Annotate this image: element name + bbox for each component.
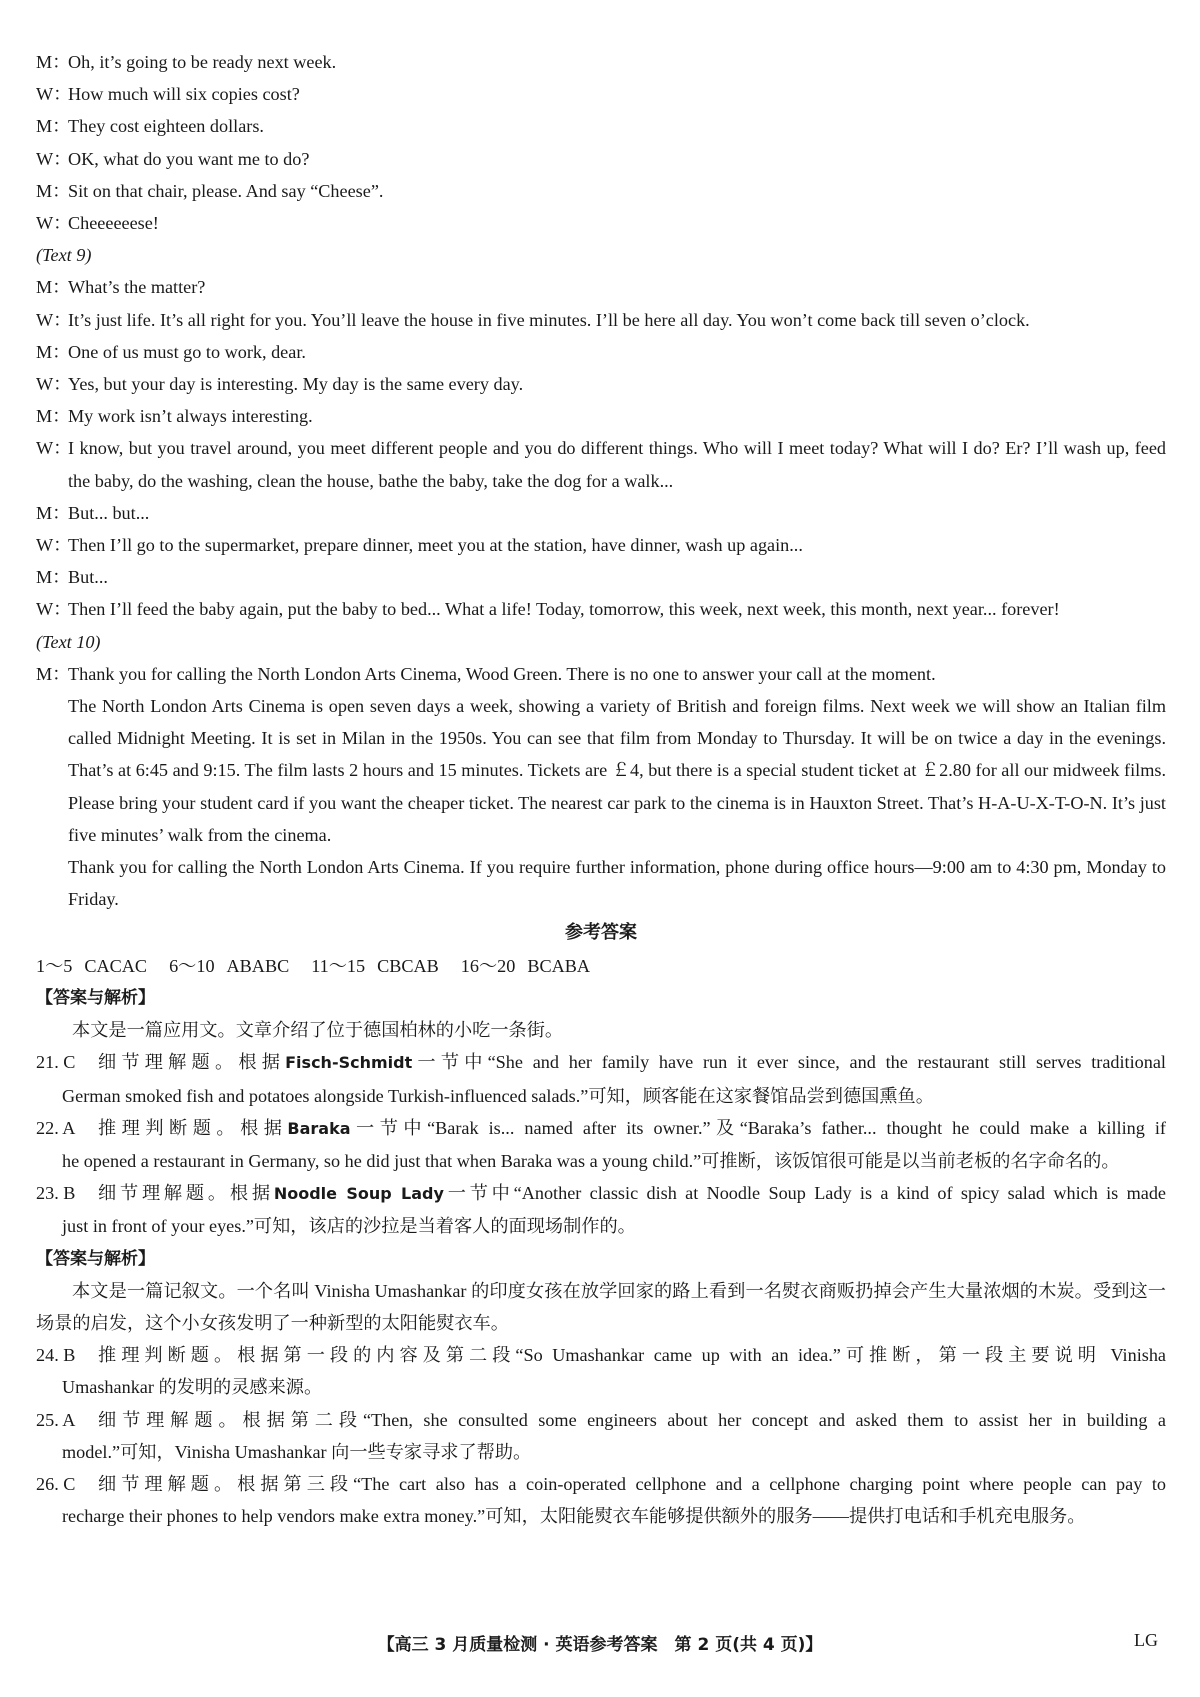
dialogue-text: But... bbox=[68, 567, 108, 588]
text10-para2: The North London Arts Cinema is open seven days a week, showing a variety of British and foreign films. Next week we will show an Italian film called Midnight Meeting. It is set in Milan in the 1950s. You can see that film from Monday to Thursday. It will be on twice a day in the evenings. That’s at 6:45 and 9:15. The film lasts 2 hours and 15 minutes. Tickets are ￡4, but there is a special student ticket at ￡2.80 for all our midweek films. Please bring your student card if you want the cheaper ticket. The nearest car park to the cinema is in Hauxton Street. That’s H-A-U-X-T-O-N. It’s just five minutes’ walk from the cinema. bbox=[68, 696, 1166, 845]
item-number: 24. B bbox=[36, 1345, 76, 1366]
footer-code: LG bbox=[1134, 1630, 1158, 1650]
item-text-after: 一节中“She and her family have run it ever since, and the restaurant still serves traditional bbox=[412, 1052, 1166, 1073]
dialogue-section-b bbox=[36, 271, 1166, 625]
dialogue-line bbox=[36, 78, 1166, 110]
dialogue-line bbox=[36, 561, 1166, 593]
answer-keys: CBCAB bbox=[377, 955, 439, 976]
answer-keys: CACAC bbox=[84, 955, 148, 976]
speaker-label: M： bbox=[36, 406, 71, 427]
text9-label: (Text 9) bbox=[36, 245, 92, 266]
analysis-header-2: 【答案与解析】 bbox=[36, 1248, 155, 1269]
dialogue-text: Then I’ll go to the supermarket, prepare dinner, meet you at the station, have dinner, wash up again... bbox=[68, 535, 803, 556]
analysis-item bbox=[36, 1177, 1166, 1242]
speaker-label: W： bbox=[36, 213, 72, 234]
item-continuation: model.”可知，Vinisha Umashankar 向一些专家寻求了帮助。 bbox=[62, 1441, 532, 1462]
dialogue-text: What’s the matter? bbox=[68, 277, 206, 298]
analysis-item bbox=[36, 1046, 1166, 1111]
analysis-item-first-line bbox=[36, 1112, 1166, 1145]
item-number: 26. C bbox=[36, 1473, 76, 1494]
speaker-label: W： bbox=[36, 438, 72, 459]
items-group-2 bbox=[36, 1339, 1166, 1532]
speaker-label: M： bbox=[36, 52, 71, 72]
item-text bbox=[98, 1046, 1166, 1079]
analysis-item-first-line bbox=[36, 1046, 1166, 1079]
section-name: Fisch-Schmidt bbox=[285, 1053, 413, 1073]
page-footer bbox=[0, 1630, 1200, 1660]
speaker-label: M： bbox=[36, 663, 71, 684]
answer-range: 1～5 bbox=[36, 955, 73, 976]
analysis-header-1: 【答案与解析】 bbox=[36, 987, 155, 1008]
analysis-item bbox=[36, 1468, 1166, 1532]
analysis-item-first-line bbox=[36, 1177, 1166, 1210]
item-continuation: Umashankar 的发明的灵感来源。 bbox=[62, 1377, 323, 1398]
dialogue-text: Thank you for calling the North London Arts Cinema, Wood Green. There is no one to answer your call at the moment. bbox=[68, 663, 936, 684]
speaker-label: W： bbox=[36, 599, 72, 620]
item-text-after: 一节中“Barak is... named after its owner.”及“Baraka’s father... thought he could make a killing if bbox=[350, 1117, 1166, 1138]
analysis-item-first-line bbox=[36, 1339, 1166, 1371]
speaker-label: M： bbox=[36, 277, 71, 298]
dialogue-text: Yes, but your day is interesting. My day is the same every day. bbox=[68, 374, 524, 395]
item-text-before: 细节理解题。根据 bbox=[98, 1052, 286, 1073]
item-number: 21. C bbox=[36, 1052, 76, 1073]
dialogue-line bbox=[36, 593, 1166, 625]
item-continuation: he opened a restaurant in Germany, so he did just that when Baraka was a young child.”可推断，该饭馆很可能是以当前老板的名字命名的。 bbox=[62, 1150, 1120, 1171]
dialogue-line bbox=[36, 271, 1166, 303]
answer-keys: ABABC bbox=[226, 955, 290, 976]
item-text-after: 一节中“Another classic dish at Noodle Soup Lady is a kind of spicy salad which is made bbox=[443, 1183, 1166, 1204]
speaker-label: W： bbox=[36, 84, 72, 105]
answer-range: 16～20 bbox=[460, 955, 516, 976]
dialogue-line bbox=[36, 529, 1166, 561]
dialogue-text: Oh, it’s going to be ready next week. bbox=[68, 52, 337, 72]
dialogue-text: OK, what do you want me to do? bbox=[68, 148, 310, 169]
answer-range: 6～10 bbox=[169, 955, 215, 976]
item-continuation: recharge their phones to help vendors make extra money.”可知，太阳能熨衣车能够提供额外的服务——提供打电话和手机充电服务。 bbox=[62, 1506, 1086, 1527]
items-group-1 bbox=[36, 1046, 1166, 1242]
answer-heading: 参考答案 bbox=[565, 922, 637, 944]
passage2-intro: 本文是一篇记叙文。一个名叫 Vinisha Umashankar 的印度女孩在放学回家的路上看到一名熨衣商贩扔掉会产生大量浓烟的木炭。受到这一场景的启发，这个小女孩发明了一种新型的太阳能熨衣车。 bbox=[36, 1280, 1166, 1333]
speaker-label: W： bbox=[36, 374, 72, 395]
dialogue-text: But... but... bbox=[68, 502, 150, 523]
dialogue-line bbox=[36, 207, 1166, 239]
analysis-item bbox=[36, 1404, 1166, 1468]
analysis-item bbox=[36, 1112, 1166, 1177]
speaker-label: M： bbox=[36, 116, 71, 137]
dialogue-line bbox=[36, 400, 1166, 432]
dialogue-line bbox=[36, 143, 1166, 175]
speaker-label: M： bbox=[36, 341, 71, 362]
dialogue-text: I know, but you travel around, you meet different people and you do different things. Who will I meet today? What will I do? Er? I’ll wash up, feed the baby, do the washing, clean the house, bathe the baby, take the dog for a walk... bbox=[68, 438, 1166, 491]
dialogue-text: Sit on that chair, please. And say “Cheese”. bbox=[68, 180, 384, 201]
item-number: 25. A bbox=[36, 1409, 76, 1430]
item-text: 细节理解题。根据第二段“Then, she consulted some engineers about her concept and asked them to assist her in building a bbox=[98, 1409, 1166, 1430]
item-text bbox=[98, 1177, 1166, 1210]
item-text: 细节理解题。根据第三段“The cart also has a coin-operated cellphone and a cellphone charging point where people can pay to bbox=[98, 1473, 1166, 1494]
passage1-intro: 本文是一篇应用文。文章介绍了位于德国柏林的小吃一条街。 bbox=[72, 1020, 564, 1041]
dialogue-line bbox=[36, 432, 1166, 496]
speaker-label: M： bbox=[36, 567, 71, 588]
item-text-before: 推理判断题。根据 bbox=[98, 1117, 288, 1138]
dialogue-text: My work isn’t always interesting. bbox=[68, 406, 313, 427]
speaker-label: M： bbox=[36, 180, 71, 201]
dialogue-section-a bbox=[36, 46, 1166, 239]
item-number: 22. A bbox=[36, 1117, 76, 1138]
dialogue-text: It’s just life. It’s all right for you. You’ll leave the house in five minutes. I’ll be here all day. You won’t come back till seven o’clock. bbox=[68, 309, 1030, 330]
text10-label: (Text 10) bbox=[36, 631, 101, 652]
item-continuation: just in front of your eyes.”可知，该店的沙拉是当着客人的面现场制作的。 bbox=[62, 1216, 636, 1237]
footer-title: 【高三 3 月质量检测 · 英语参考答案 第 2 页(共 4 页)】 bbox=[377, 1635, 823, 1655]
analysis-item-first-line bbox=[36, 1468, 1166, 1500]
item-text: 推理判断题。根据第一段的内容及第二段“So Umashankar came up with an idea.”可推断，第一段主要说明 Vinisha bbox=[98, 1345, 1166, 1366]
answer-key-row bbox=[36, 950, 1166, 982]
text10-line1 bbox=[36, 658, 1166, 690]
item-continuation: German smoked fish and potatoes alongside Turkish-influenced salads.”可知，顾客能在这家餐馆品尝到德国熏鱼。 bbox=[62, 1085, 934, 1106]
dialogue-text: How much will six copies cost? bbox=[68, 84, 300, 105]
item-text bbox=[98, 1112, 1166, 1145]
item-text-before: 细节理解题。根据 bbox=[98, 1183, 274, 1204]
speaker-label: M： bbox=[36, 502, 71, 523]
dialogue-line bbox=[36, 175, 1166, 207]
dialogue-line bbox=[36, 497, 1166, 529]
analysis-item bbox=[36, 1339, 1166, 1403]
item-number: 23. B bbox=[36, 1183, 76, 1204]
section-name: Noodle Soup Lady bbox=[273, 1184, 444, 1204]
dialogue-line bbox=[36, 46, 1166, 78]
section-name: Baraka bbox=[287, 1118, 351, 1138]
page-content bbox=[36, 46, 1166, 1532]
answer-range: 11～15 bbox=[311, 955, 366, 976]
dialogue-line bbox=[36, 368, 1166, 400]
analysis-item-first-line bbox=[36, 1404, 1166, 1436]
dialogue-line bbox=[36, 304, 1166, 336]
text10-para3: Thank you for calling the North London Arts Cinema. If you require further information, phone during office hours—9:00 am to 4:30 pm, Monday to Friday. bbox=[68, 857, 1166, 910]
speaker-label: W： bbox=[36, 148, 72, 169]
answer-keys: BCABA bbox=[527, 955, 591, 976]
dialogue-text: They cost eighteen dollars. bbox=[68, 116, 264, 137]
dialogue-line bbox=[36, 110, 1166, 142]
dialogue-text: One of us must go to work, dear. bbox=[68, 341, 306, 362]
speaker-label: W： bbox=[36, 309, 72, 330]
dialogue-text: Then I’ll feed the baby again, put the baby to bed... What a life! Today, tomorrow, this week, next week, this month, next year... forever! bbox=[68, 599, 1060, 620]
dialogue-text: Cheeeeeese! bbox=[68, 213, 159, 234]
speaker-label: W： bbox=[36, 535, 72, 556]
dialogue-line bbox=[36, 336, 1166, 368]
